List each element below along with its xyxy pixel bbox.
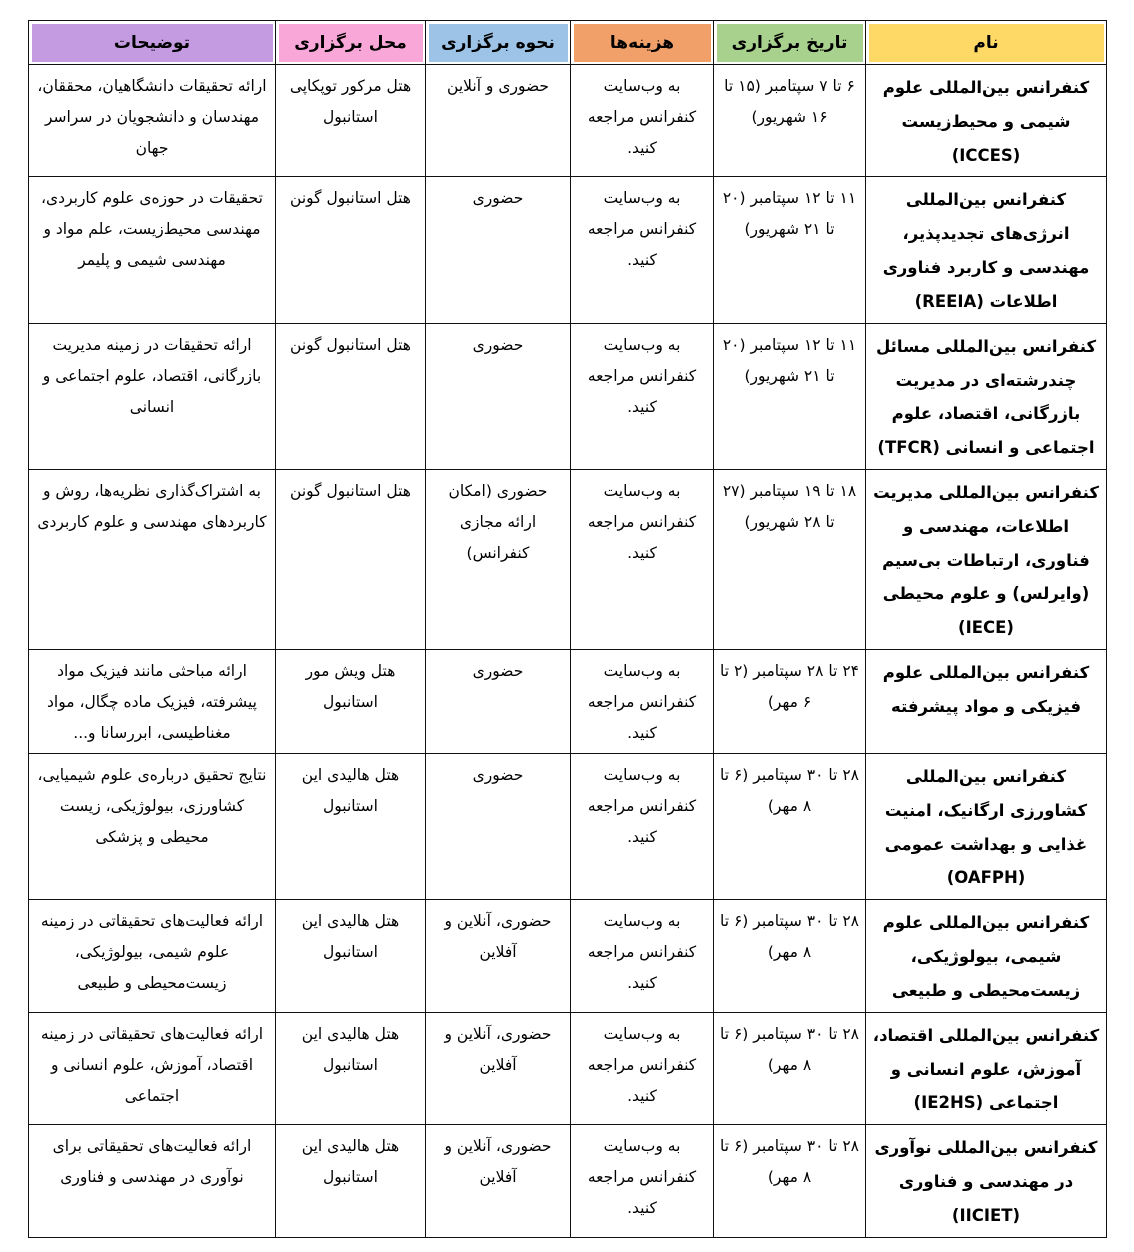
cell-description: ارائه فعالیت‌های تحقیقاتی برای نوآوری در مهندسی و فناوری: [29, 1125, 276, 1237]
cell-venue: هتل هالیدی این استانبول: [276, 1012, 426, 1124]
cell-description: ارائه مباحثی مانند فیزیک مواد پیشرفته، فیزیک ماده چگال، مواد مغناطیسی، ابررسانا و...: [29, 650, 276, 754]
conference-row: [29, 323, 1107, 469]
conference-row: [29, 1125, 1107, 1237]
cell-format: حضوری: [426, 323, 571, 469]
column-header-costs: هزینه‌ها: [571, 21, 714, 65]
cell-venue: هتل هالیدی این استانبول: [276, 1125, 426, 1237]
cell-date: ۲۸ تا ۳۰ سپتامبر (۶ تا ۸ مهر): [714, 900, 866, 1012]
cell-description: ارائه تحقیقات دانشگاهیان، محققان، مهندسان و دانشجویان در سراسر جهان: [29, 65, 276, 177]
cell-name: کنفرانس بین‌المللی علوم شیمی و محیط‌زیست (ICCES): [866, 65, 1107, 177]
conference-row: [29, 1012, 1107, 1124]
cell-format: حضوری: [426, 650, 571, 754]
cell-costs: به وب‌سایت کنفرانس مراجعه کنید.: [571, 1012, 714, 1124]
cell-venue: هتل ویش مور استانبول: [276, 650, 426, 754]
cell-venue: هتل استانبول گونن: [276, 469, 426, 649]
cell-date: ۲۸ تا ۳۰ سپتامبر (۶ تا ۸ مهر): [714, 754, 866, 900]
cell-costs: به وب‌سایت کنفرانس مراجعه کنید.: [571, 900, 714, 1012]
cell-name: کنفرانس بین‌المللی کشاورزی ارگانیک، امنیت غذایی و بهداشت عمومی (OAFPH): [866, 754, 1107, 900]
conferences-table: [28, 20, 1107, 1238]
conference-row: [29, 650, 1107, 754]
cell-name: کنفرانس بین‌المللی علوم فیزیکی و مواد پیشرفته: [866, 650, 1107, 754]
cell-name: کنفرانس بین‌المللی علوم شیمی، بیولوژیکی، زیست‌محیطی و طبیعی: [866, 900, 1107, 1012]
cell-name: کنفرانس بین‌المللی مسائل چندرشته‌ای در مدیریت بازرگانی، اقتصاد، علوم اجتماعی و انسانی (TFCR): [866, 323, 1107, 469]
cell-description: ارائه فعالیت‌های تحقیقاتی در زمینه اقتصاد، آموزش، علوم انسانی و اجتماعی: [29, 1012, 276, 1124]
conference-row: [29, 900, 1107, 1012]
cell-costs: به وب‌سایت کنفرانس مراجعه کنید.: [571, 323, 714, 469]
cell-format: حضوری، آنلاین و آفلاین: [426, 900, 571, 1012]
cell-format: حضوری (امکان ارائه مجازی کنفرانس): [426, 469, 571, 649]
cell-costs: به وب‌سایت کنفرانس مراجعه کنید.: [571, 65, 714, 177]
cell-description: ارائه فعالیت‌های تحقیقاتی در زمینه علوم شیمی، بیولوژیکی، زیست‌محیطی و طبیعی: [29, 900, 276, 1012]
cell-name: کنفرانس بین‌المللی انرژی‌های تجدیدپذیر، مهندسی و کاربرد فناوری اطلاعات (REEIA): [866, 177, 1107, 323]
cell-costs: به وب‌سایت کنفرانس مراجعه کنید.: [571, 469, 714, 649]
cell-format: حضوری: [426, 177, 571, 323]
cell-costs: به وب‌سایت کنفرانس مراجعه کنید.: [571, 754, 714, 900]
cell-venue: هتل استانبول گونن: [276, 323, 426, 469]
cell-format: حضوری و آنلاین: [426, 65, 571, 177]
column-header-date: تاریخ برگزاری: [714, 21, 866, 65]
cell-venue: هتل هالیدی این استانبول: [276, 900, 426, 1012]
cell-date: ۱۱ تا ۱۲ سپتامبر (۲۰ تا ۲۱ شهریور): [714, 323, 866, 469]
column-header-description: توضیحات: [29, 21, 276, 65]
cell-name: کنفرانس بین‌المللی اقتصاد، آموزش، علوم انسانی و اجتماعی (IE2HS): [866, 1012, 1107, 1124]
cell-description: ارائه تحقیقات در زمینه مدیریت بازرگانی، اقتصاد، علوم اجتماعی و انسانی: [29, 323, 276, 469]
cell-venue: هتل استانبول گونن: [276, 177, 426, 323]
cell-name: کنفرانس بین‌المللی نوآوری در مهندسی و فناوری (IICIET): [866, 1125, 1107, 1237]
cell-format: حضوری: [426, 754, 571, 900]
cell-date: ۱۸ تا ۱۹ سپتامبر (۲۷ تا ۲۸ شهریور): [714, 469, 866, 649]
cell-date: ۱۱ تا ۱۲ سپتامبر (۲۰ تا ۲۱ شهریور): [714, 177, 866, 323]
cell-description: تحقیقات در حوزه‌ی علوم کاربردی، مهندسی محیط‌زیست، علم مواد و مهندسی شیمی و پلیمر: [29, 177, 276, 323]
conference-row: [29, 177, 1107, 323]
cell-description: نتایج تحقیق درباره‌ی علوم شیمیایی، کشاورزی، بیولوژیکی، زیست محیطی و پزشکی: [29, 754, 276, 900]
header-row: [29, 21, 1107, 65]
cell-name: کنفرانس بین‌المللی مدیریت اطلاعات، مهندسی و فناوری، ارتباطات بی‌سیم (وایرلس) و علوم محیطی (IECE): [866, 469, 1107, 649]
cell-date: ۲۸ تا ۳۰ سپتامبر (۶ تا ۸ مهر): [714, 1012, 866, 1124]
cell-costs: به وب‌سایت کنفرانس مراجعه کنید.: [571, 650, 714, 754]
cell-date: ۲۸ تا ۳۰ سپتامبر (۶ تا ۸ مهر): [714, 1125, 866, 1237]
conference-row: [29, 65, 1107, 177]
cell-costs: به وب‌سایت کنفرانس مراجعه کنید.: [571, 1125, 714, 1237]
cell-venue: هتل مرکور توپکاپی استانبول: [276, 65, 426, 177]
conference-row: [29, 469, 1107, 649]
cell-venue: هتل هالیدی این استانبول: [276, 754, 426, 900]
cell-format: حضوری، آنلاین و آفلاین: [426, 1012, 571, 1124]
column-header-name: نام: [866, 21, 1107, 65]
conference-row: [29, 754, 1107, 900]
cell-costs: به وب‌سایت کنفرانس مراجعه کنید.: [571, 177, 714, 323]
column-header-venue: محل برگزاری: [276, 21, 426, 65]
column-header-format: نحوه برگزاری: [426, 21, 571, 65]
cell-date: ۲۴ تا ۲۸ سپتامبر (۲ تا ۶ مهر): [714, 650, 866, 754]
cell-description: به اشتراک‌گذاری نظریه‌ها، روش و کاربردهای مهندسی و علوم کاربردی: [29, 469, 276, 649]
cell-format: حضوری، آنلاین و آفلاین: [426, 1125, 571, 1237]
cell-date: ۶ تا ۷ سپتامبر (۱۵ تا ۱۶ شهریور): [714, 65, 866, 177]
